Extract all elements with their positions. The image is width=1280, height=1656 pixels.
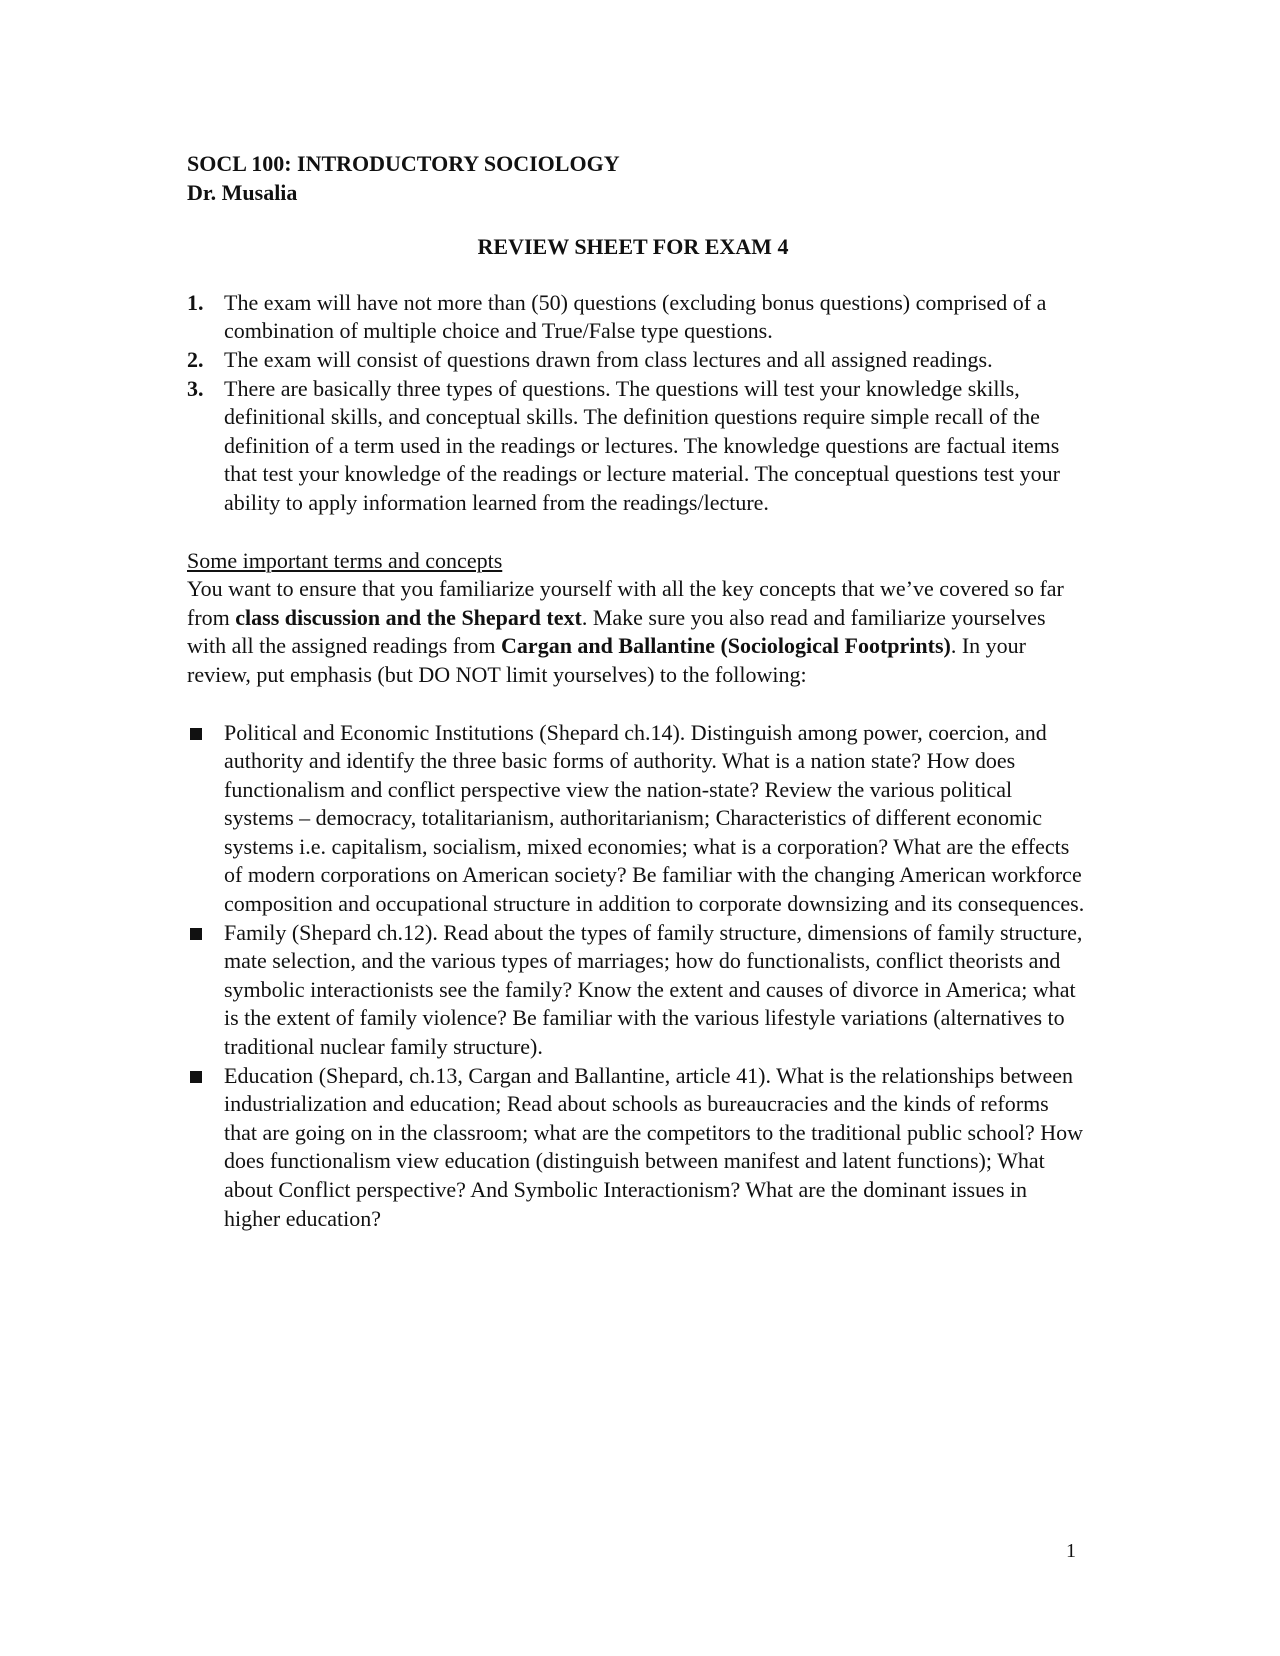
sheet-title: REVIEW SHEET FOR EXAM 4 [477,234,789,260]
topic-text: Political and Economic Institutions (Shepard ch.14). Distinguish among power, coercion, and authority and identify the three basic forms of authority. What is a nation state? How does functionalism and conflict perspective view the nation-state? Review the various political systems – democracy, totalitarianism, authoritarianism; Characteristics of different economic systems i.e. capitalism, socialism, mixed economies; what is a corporation? What are the effects of modern corporations on American society? Be familiar with the changing American workforce composition and occupational structure in addition to corporate downsizing and its consequences. [224,719,1085,917]
item-text: The exam will consist of questions drawn from class lectures and all assigned readings. [224,346,993,372]
page-number: 1 [1066,1540,1076,1562]
numbered-item [187,289,1087,346]
numbered-item [187,346,1087,375]
intro-emphasis: Cargan and Ballantine (Sociological Footprints) [501,633,951,659]
topic-text: Education (Shepard, ch.13, Cargan and Ballantine, article 41). What is the relationships between industrialization and education; Read about schools as bureaucracies and the kinds of reforms that are going on in the classroom; what are the competitors to the traditional public school? How does functionalism view education (distinguish between manifest and latent functions); What about Conflict perspective? And Symbolic Interactionism? What are the dominant issues in higher education? [224,1062,1083,1231]
section-heading: Some important terms and concepts [187,547,503,573]
topic-text: Family (Shepard ch.12). Read about the types of family structure, dimensions of family structure, mate selection, and the various types of marriages; how do functionalists, conflict theorists and symbolic interactionists see the family? Know the extent and causes of divorce in America; what is the extent of family violence? Be familiar with the various lifestyle variations (alternatives to traditional nuclear family structure). [224,919,1083,1060]
topic-item [187,919,1087,1062]
intro-paragraph [187,575,1087,689]
numbered-list [187,289,1087,518]
item-text: The exam will have not more than (50) questions (excluding bonus questions) comprised of a combination of multiple choice and True/False type questions. [224,289,1047,344]
item-text: There are basically three types of questions. The questions will test your knowledge skills, definitional skills, and conceptual skills. The definition questions require simple recall of the definition of a term used in the readings or lectures. The knowledge questions are factual items that test your knowledge of the readings or lecture material. The conceptual questions test your ability to apply information learned from the readings/lecture. [224,375,1060,515]
item-number: 2. [187,346,204,372]
square-bullet-icon [190,728,202,740]
item-number: 1. [187,289,204,315]
numbered-item [187,375,1087,518]
square-bullet-icon [190,928,202,940]
document-page [187,150,1087,1233]
topic-item [187,719,1087,919]
intro-text: . In your review, put emphasis (but DO NOT limit yourselves) to the following: [187,633,1026,687]
square-bullet-icon [190,1071,202,1083]
intro-emphasis: class discussion and the Shepard text [235,604,582,630]
instructor-name: Dr. Musalia [187,179,298,205]
intro-text: You want to ensure that you familiarize yourself with all the key concepts that we’ve covered so far from [187,576,1064,630]
topic-item [187,1062,1087,1234]
intro-text: . Make sure you also read and familiarize yourselves with all the assigned readings from [187,604,1046,659]
course-title: SOCL 100: INTRODUCTORY SOCIOLOGY [187,151,620,176]
topic-list [187,719,1087,1234]
item-number: 3. [187,375,204,401]
